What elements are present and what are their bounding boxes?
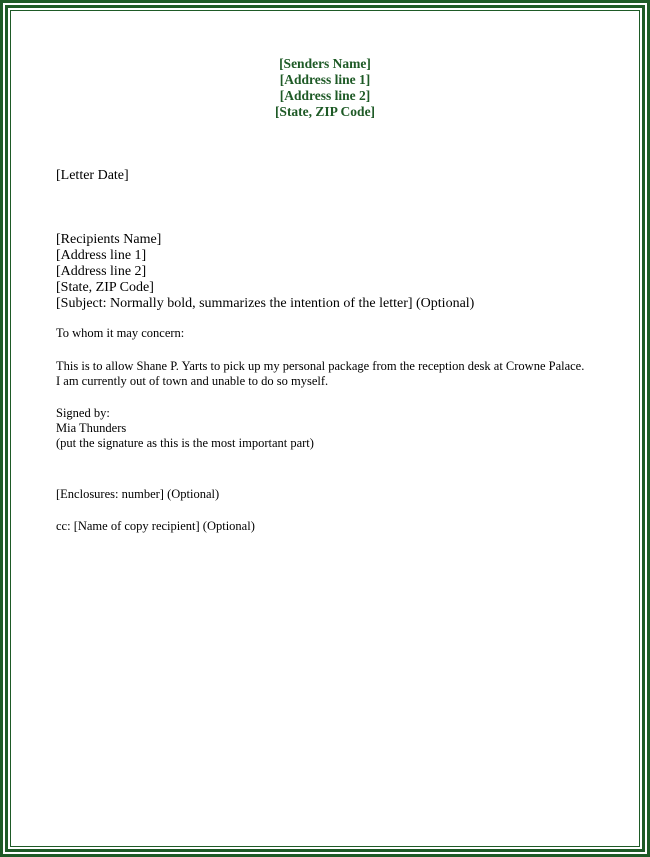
recipient-block — [56, 232, 616, 312]
signed-by-label: Signed by: — [56, 406, 110, 420]
recipient-address-line-1: [Address line 1] — [56, 248, 147, 263]
greeting: To whom it may concern: — [56, 326, 185, 340]
sender-state-zip: [State, ZIP Code] — [274, 104, 376, 119]
sender-block — [0, 56, 650, 120]
letter-date: [Letter Date] — [56, 168, 129, 183]
signature-note: (put the signature as this is the most important part) — [56, 436, 314, 450]
sender-address-line-2: [Address line 2] — [279, 88, 371, 103]
recipient-name: [Recipients Name] — [56, 232, 162, 247]
body-line-2: I am currently out of town and unable to do so myself. — [56, 374, 329, 388]
subject-line: [Subject: Normally bold, summarizes the intention of the letter] (Optional) — [56, 296, 475, 311]
recipient-state-zip: [State, ZIP Code] — [56, 280, 154, 295]
body-line-1: This is to allow Shane P. Yarts to pick up my personal package from the reception desk at Crowne Palace. — [56, 359, 585, 373]
sender-name: [Senders Name] — [279, 56, 371, 71]
sender-address-line-1: [Address line 1] — [279, 72, 371, 87]
signature-block — [56, 406, 616, 451]
recipient-address-line-2: [Address line 2] — [56, 264, 147, 279]
cc-line: cc: [Name of copy recipient] (Optional) — [56, 519, 255, 533]
enclosures-line: [Enclosures: number] (Optional) — [56, 487, 220, 501]
letter-body — [56, 359, 616, 389]
signer-name: Mia Thunders — [56, 421, 127, 435]
